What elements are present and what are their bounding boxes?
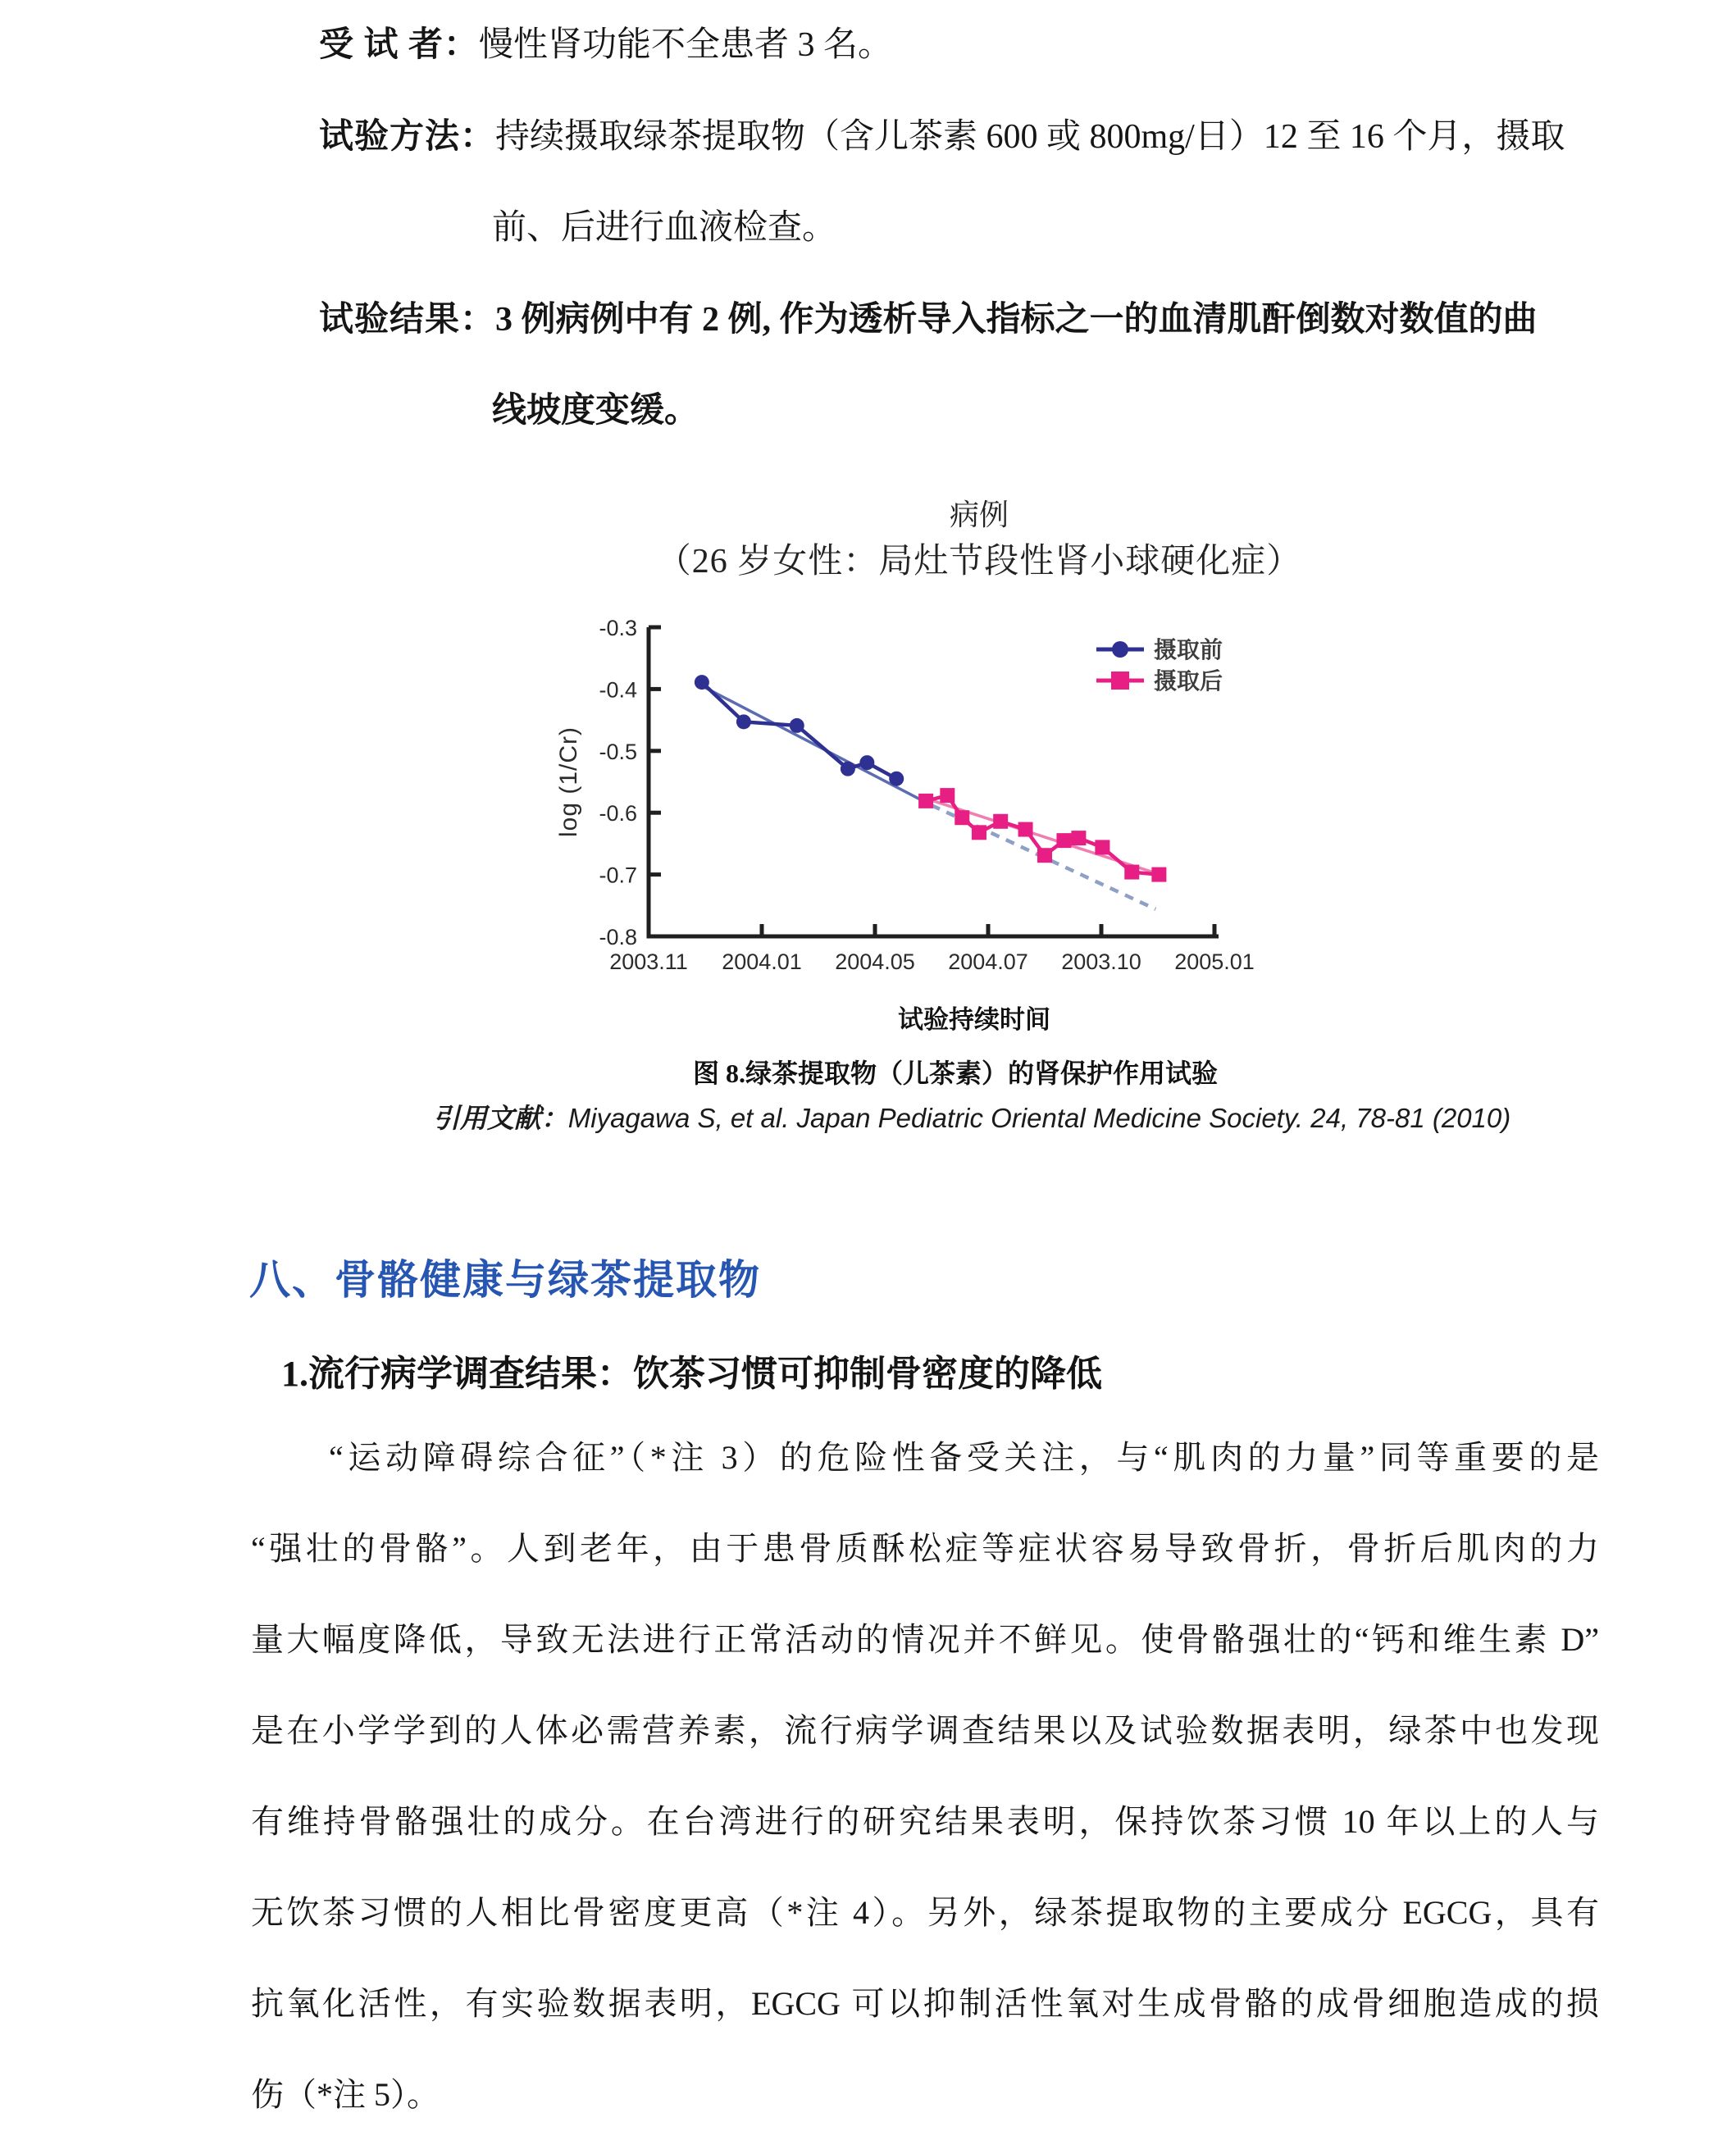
data-point-circle <box>889 772 904 786</box>
data-point-square <box>940 788 955 803</box>
x-tick-label: 2004.07 <box>948 949 1028 974</box>
trial-method-row <box>319 114 1565 160</box>
legend-label: 摄取前 <box>1154 637 1223 662</box>
figure-subtitle: （26 岁女性：局灶节段性肾小球硬化症） <box>656 543 1302 581</box>
paragraph-line: 是在小学学到的人体必需营养素，流行病学调查结果以及试验数据表明，绿茶中也发现 <box>251 1712 1599 1749</box>
trial-subjects-text: 慢性肾功能不全患者 3 名。 <box>479 26 893 64</box>
trial-method-label: 试验方法： <box>319 118 496 156</box>
trial-result-row <box>319 297 1538 343</box>
citation-label: 引用文献： <box>432 1104 568 1134</box>
data-point-square <box>1071 831 1086 845</box>
x-tick-label: 2004.01 <box>722 949 802 974</box>
trend-chart <box>542 612 1264 990</box>
citation-text: Miyagawa S, et al. Japan Pediatric Oriental Medicine Society. 24, 78-81 (2010) <box>567 1103 1511 1133</box>
data-point-square <box>955 810 969 825</box>
data-point-square <box>1151 867 1166 882</box>
legend-label: 摄取后 <box>1154 668 1223 694</box>
y-axis-label: log (1/Cr) <box>555 726 582 838</box>
data-point-square <box>993 814 1008 829</box>
trend-chart-svg <box>542 612 1264 990</box>
y-tick-label: -0.8 <box>599 925 637 949</box>
trial-method-continuation: 前、后进行血液检查。 <box>492 209 837 247</box>
paragraph-line: 无饮茶习惯的人相比骨密度更高（*注 4）。另外，绿茶提取物的主要成分 EGCG，具有 <box>251 1894 1599 1931</box>
data-point-square <box>918 794 933 808</box>
paragraph-line: 伤（*注 5）。 <box>251 2076 440 2113</box>
figure-x-axis-label: 试验持续时间 <box>898 1005 1050 1034</box>
trial-result-continuation: 线坡度变缓。 <box>492 392 699 430</box>
figure-title: 病例 <box>949 499 1009 531</box>
axes <box>649 627 1219 936</box>
legend-circle-marker-icon <box>1112 641 1128 658</box>
x-tick-label: 2003.10 <box>1061 949 1141 974</box>
data-point-square <box>972 825 986 840</box>
trend-line-pre-intake-trend <box>699 685 932 805</box>
data-point-circle <box>859 755 874 770</box>
data-point-circle <box>695 675 709 690</box>
y-tick-label: -0.5 <box>599 739 637 764</box>
y-tick-label: -0.4 <box>599 677 637 703</box>
x-tick-label: 2003.11 <box>609 949 688 974</box>
paragraph-line: “运动障碍综合征”（*注 3）的危险性备受关注，与“肌肉的力量”同等重要的是 <box>329 1439 1599 1476</box>
paragraph-line: 抗氧化活性，有实验数据表明，EGCG 可以抑制活性氧对生成骨骼的成骨细胞造成的损 <box>251 1985 1599 2022</box>
paragraph-line: “强壮的骨骼”。人到老年，由于患骨质酥松症等症状容易导致骨折，骨折后肌肉的力 <box>251 1530 1599 1567</box>
paragraph-line: 量大幅度降低，导致无法进行正常活动的情况并不鲜见。使骨骼强壮的“钙和维生素 D” <box>251 1621 1599 1658</box>
legend-square-marker-icon <box>1111 672 1129 690</box>
trial-subjects-row <box>319 22 892 68</box>
data-point-square <box>1018 822 1033 837</box>
y-tick-label: -0.6 <box>599 801 637 826</box>
x-tick-label: 2005.01 <box>1174 949 1255 974</box>
body-paragraph <box>251 1412 1599 2140</box>
trial-result-label: 试验结果： <box>319 301 496 339</box>
data-point-circle <box>736 714 751 729</box>
figure-caption: 图 8.绿茶提取物（儿茶素）的肾保护作用试验 <box>692 1059 1218 1088</box>
data-point-square <box>1037 848 1052 863</box>
paragraph-line: 有维持骨骼强壮的成分。在台湾进行的研究结果表明，保持饮茶习惯 10 年以上的人与 <box>251 1803 1599 1840</box>
y-tick-label: -0.3 <box>599 616 637 640</box>
y-tick-label: -0.7 <box>599 863 637 888</box>
data-point-square <box>1095 840 1109 854</box>
trial-method-text: 持续摄取绿茶提取物（含儿茶素 600 或 800mg/日）12 至 16 个月，摄取 <box>495 118 1565 156</box>
trial-subjects-label: 受 试 者： <box>319 26 480 64</box>
section-heading: 八、骨骼健康与绿茶提取物 <box>249 1257 761 1303</box>
figure-citation <box>246 1097 1697 1136</box>
section-subheading: 1.流行病学调查结果：饮茶习惯可抑制骨密度的降低 <box>281 1354 1102 1394</box>
trial-result-text: 3 例病例中有 2 例, 作为透析导入指标之一的血清肌酐倒数对数值的曲 <box>495 301 1538 339</box>
data-point-circle <box>841 762 855 776</box>
data-point-square <box>1124 865 1139 880</box>
data-point-square <box>1056 833 1071 848</box>
data-point-circle <box>790 718 804 733</box>
x-tick-label: 2004.05 <box>835 949 915 974</box>
